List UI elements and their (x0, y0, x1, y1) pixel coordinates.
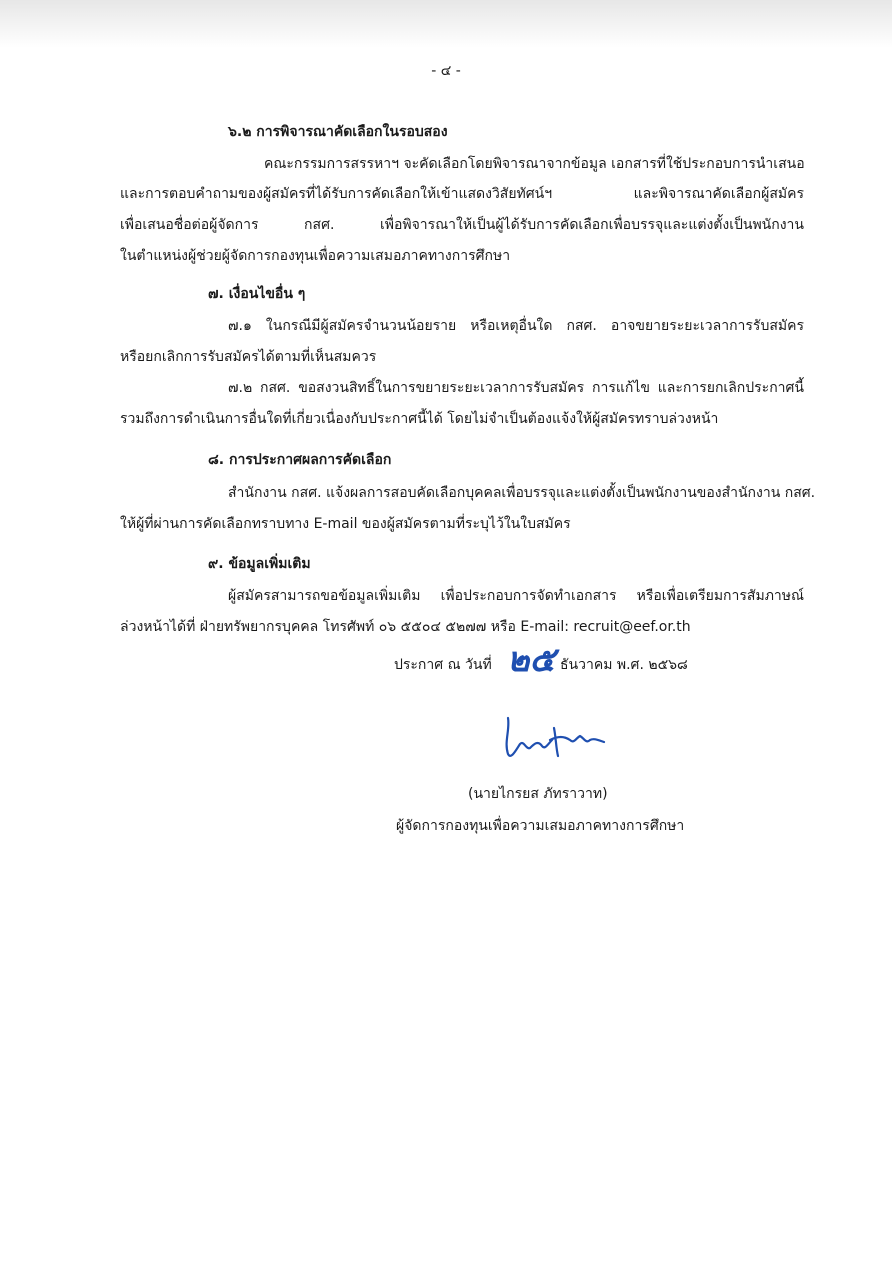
handwritten-day: ๒๕ (507, 640, 556, 680)
section-9-heading: ๙. ข้อมูลเพิ่มเติม (208, 556, 311, 572)
section-6-2-line-1: คณะกรรมการสรรหาฯ จะคัดเลือกโดยพิจารณาจากข้อมูล เอกสารที่ใช้ประกอบการนำเสนอ (264, 156, 805, 172)
section-6-2-line-2: และการตอบคำถามของผู้สมัครที่ได้รับการคัดเลือกให้เข้าแสดงวิสัยทัศน์ฯ และพิจารณาคัดเลือกผู้สมัคร (120, 186, 804, 202)
section-8-line-1: สำนักงาน กสศ. แจ้งผลการสอบคัดเลือกบุคคลเพื่อบรรจุและแต่งตั้งเป็นพนักงานของสำนักงาน กสศ. (228, 485, 816, 501)
section-6-2-line-3: เพื่อเสนอชื่อต่อผู้จัดการ กสศ. เพื่อพิจารณาให้เป็นผู้ได้รับการคัดเลือกเพื่อบรรจุและแต่งตั้งเป็นพนักงาน (120, 217, 804, 233)
signatory-name: (นายไกรยส ภัทราวาท) (468, 786, 608, 802)
section-9-line-2: ล่วงหน้าได้ที่ ฝ่ายทรัพยากรบุคคล โทรศัพท์ ๐๖ ๕๕๐๔ ๕๒๗๗ หรือ E-mail: recruit@eef.or.th (120, 619, 691, 635)
scan-shadow (0, 0, 892, 48)
section-8-heading: ๘. การประกาศผลการคัดเลือก (208, 452, 392, 468)
section-7-2-line-2: รวมถึงการดำเนินการอื่นใดที่เกี่ยวเนื่องกับประกาศนี้ได้ โดยไม่จำเป็นต้องแจ้งให้ผู้สมัครทราบล่วงหน้า (120, 411, 719, 427)
section-7-heading: ๗. เงื่อนไขอื่น ๆ (208, 286, 306, 302)
page-number: - ๔ - (431, 63, 461, 79)
section-8-line-2: ให้ผู้ที่ผ่านการคัดเลือกทราบทาง E-mail ของผู้สมัครตามที่ระบุไว้ในใบสมัคร (120, 516, 571, 532)
section-9-line-1: ผู้สมัครสามารถขอข้อมูลเพิ่มเติม เพื่อประกอบการจัดทำเอกสาร หรือเพื่อเตรียมการสัมภาษณ์ (228, 588, 804, 604)
announcement-prefix: ประกาศ ณ วันที่ (394, 657, 492, 673)
section-7-2-line-1: ๗.๒ กสศ. ขอสงวนสิทธิ์ในการขยายระยะเวลาการรับสมัคร การแก้ไข และการยกเลิกประกาศนี้ (228, 380, 804, 396)
section-6-2-heading: ๖.๒ การพิจารณาคัดเลือกในรอบสอง (228, 124, 448, 140)
handwritten-signature (498, 710, 608, 770)
section-6-2-line-4: ในตำแหน่งผู้ช่วยผู้จัดการกองทุนเพื่อความเสมอภาคทางการศึกษา (120, 248, 511, 264)
section-7-1-line-2: หรือยกเลิกการรับสมัครได้ตามที่เห็นสมควร (120, 349, 377, 365)
announcement-month-year: ธันวาคม พ.ศ. ๒๕๖๘ (560, 657, 688, 673)
section-7-1-line-1: ๗.๑ ในกรณีมีผู้สมัครจำนวนน้อยราย หรือเหตุอื่นใด กสศ. อาจขยายระยะเวลาการรับสมัคร (228, 318, 804, 334)
signatory-position: ผู้จัดการกองทุนเพื่อความเสมอภาคทางการศึกษา (396, 818, 685, 834)
